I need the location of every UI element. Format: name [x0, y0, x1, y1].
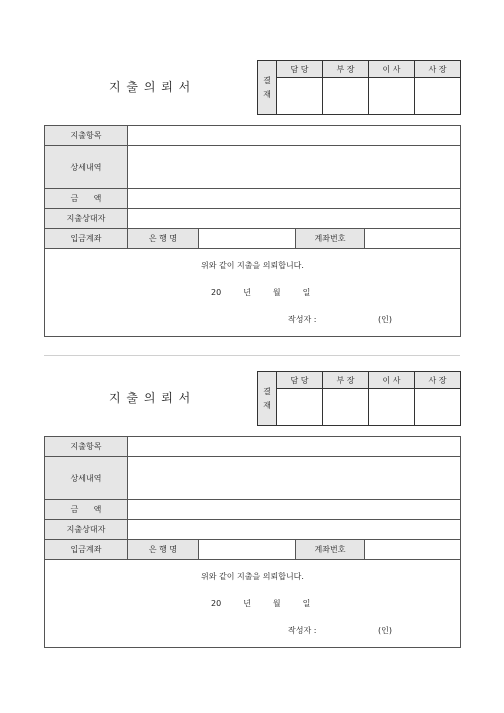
request-body — [45, 249, 461, 337]
sign-box-manager[interactable] — [323, 389, 369, 426]
field-account-no[interactable] — [365, 540, 461, 560]
date-year-unit: 년 — [243, 288, 251, 297]
field-amount[interactable] — [128, 500, 461, 520]
approval-col-manager: 부 장 — [323, 372, 369, 389]
approval-col-manager: 부 장 — [323, 61, 369, 78]
sign-box-president[interactable] — [415, 78, 461, 115]
label-party: 지출상대자 — [45, 209, 128, 229]
field-item[interactable] — [128, 126, 461, 146]
field-bank[interactable] — [199, 540, 296, 560]
label-account: 입금계좌 — [45, 540, 128, 560]
label-bank: 은 행 명 — [128, 540, 199, 560]
date-year-unit: 년 — [243, 599, 251, 608]
writer-label: 작성자 : — [288, 626, 317, 635]
label-detail: 상세내역 — [45, 457, 128, 500]
field-party[interactable] — [128, 209, 461, 229]
label-bank: 은 행 명 — [128, 229, 199, 249]
approval-col-staff: 담 당 — [277, 61, 323, 78]
label-account-no: 계좌번호 — [296, 540, 365, 560]
approval-box — [257, 371, 461, 426]
form-title: 지 출 의 뢰 서 — [109, 80, 192, 94]
request-body — [45, 560, 461, 648]
date-day-unit: 일 — [302, 288, 311, 297]
label-amount: 금 액 — [45, 189, 128, 209]
date-year: 20 — [211, 599, 222, 608]
expense-table — [44, 436, 461, 648]
label-item: 지출항목 — [45, 437, 128, 457]
approval-side-label: 결 재 — [258, 372, 277, 426]
sign-box-president[interactable] — [415, 389, 461, 426]
sign-box-director[interactable] — [369, 78, 415, 115]
field-account-no[interactable] — [365, 229, 461, 249]
label-party: 지출상대자 — [45, 520, 128, 540]
writer-label: 작성자 : — [288, 315, 317, 324]
sign-box-manager[interactable] — [323, 78, 369, 115]
approval-col-director: 이 사 — [369, 61, 415, 78]
approval-col-president: 사 장 — [415, 372, 461, 389]
approval-col-director: 이 사 — [369, 372, 415, 389]
expense-table — [44, 125, 461, 337]
form-title: 지 출 의 뢰 서 — [109, 391, 192, 405]
field-amount[interactable] — [128, 189, 461, 209]
field-party[interactable] — [128, 520, 461, 540]
sign-box-staff[interactable] — [277, 78, 323, 115]
approval-col-president: 사 장 — [415, 61, 461, 78]
date-month-unit: 월 — [272, 288, 281, 297]
date-year: 20 — [211, 288, 222, 297]
date-line — [211, 598, 310, 609]
form-divider — [44, 355, 460, 356]
approval-col-staff: 담 당 — [277, 372, 323, 389]
seal-mark: (인) — [378, 626, 392, 635]
label-account: 입금계좌 — [45, 229, 128, 249]
approval-box — [257, 60, 461, 115]
field-detail[interactable] — [128, 457, 461, 500]
field-item[interactable] — [128, 437, 461, 457]
field-detail[interactable] — [128, 146, 461, 189]
label-account-no: 계좌번호 — [296, 229, 365, 249]
field-bank[interactable] — [199, 229, 296, 249]
seal-mark: (인) — [378, 315, 392, 324]
date-line — [211, 287, 310, 298]
label-amount: 금 액 — [45, 500, 128, 520]
approval-side-label: 결 재 — [258, 61, 277, 115]
date-day-unit: 일 — [302, 599, 311, 608]
label-detail: 상세내역 — [45, 146, 128, 189]
request-text: 위와 같이 지출을 의뢰합니다. — [201, 572, 304, 581]
date-month-unit: 월 — [272, 599, 281, 608]
sign-box-director[interactable] — [369, 389, 415, 426]
sign-box-staff[interactable] — [277, 389, 323, 426]
label-item: 지출항목 — [45, 126, 128, 146]
request-text: 위와 같이 지출을 의뢰합니다. — [201, 261, 304, 270]
